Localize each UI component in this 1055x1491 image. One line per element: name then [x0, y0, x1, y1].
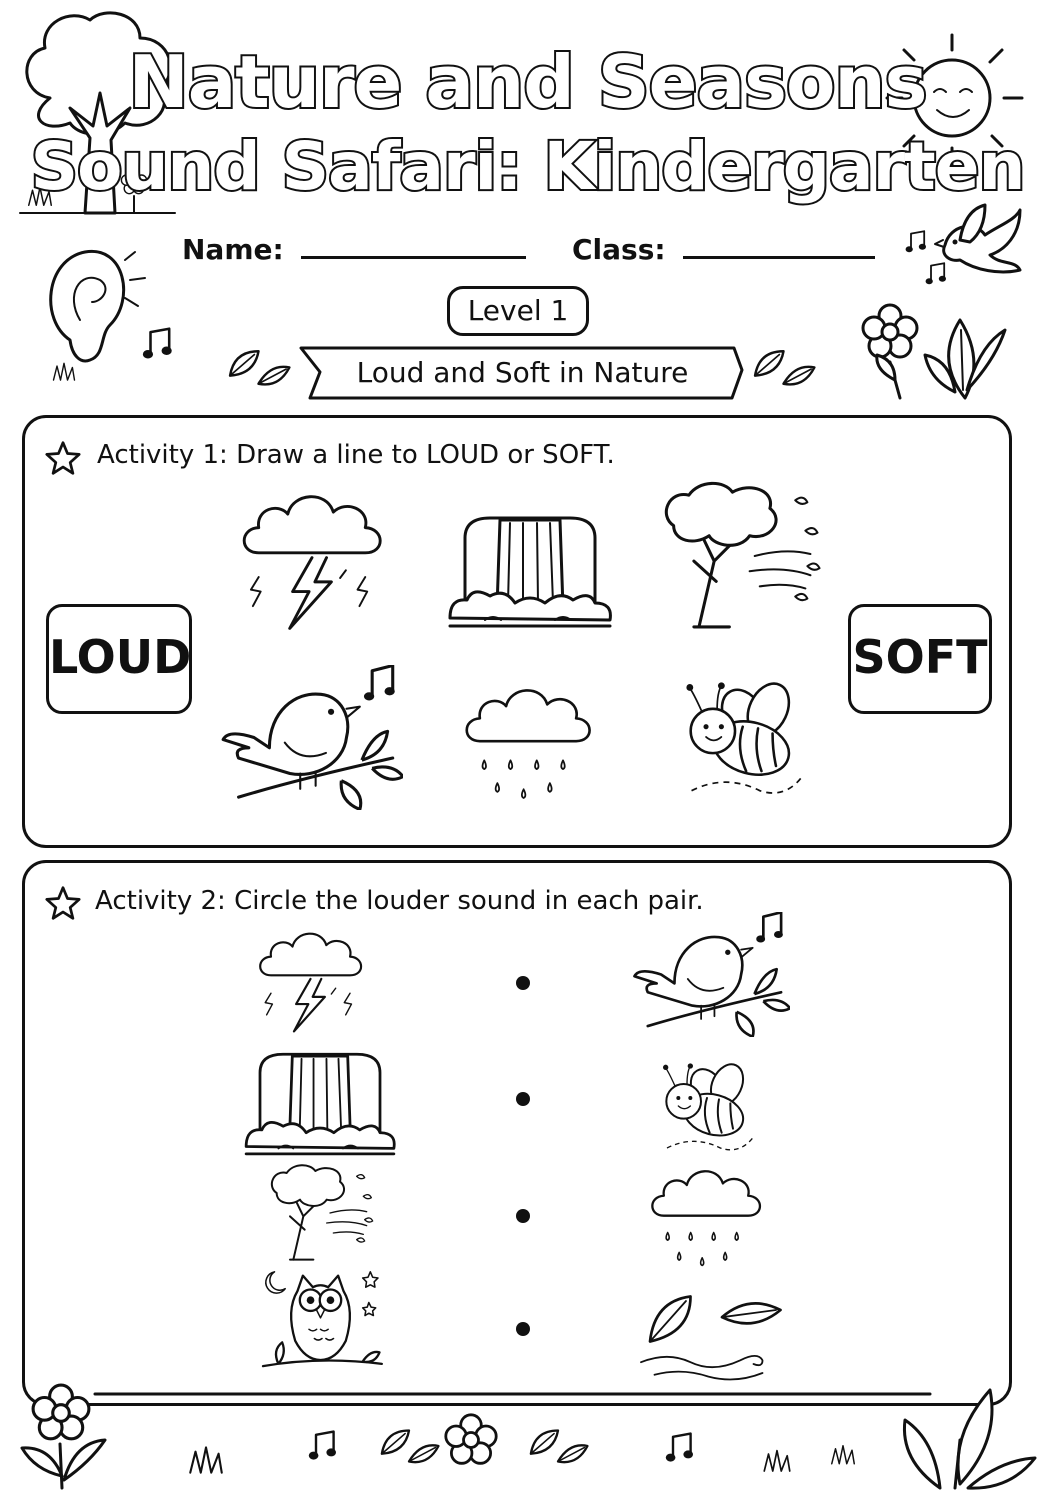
flying-bird-icon: [905, 200, 1025, 300]
ear-icon: [40, 240, 160, 390]
name-field: [182, 230, 526, 266]
name-label: Name:: [182, 233, 284, 266]
class-blank[interactable]: [683, 230, 875, 259]
class-label: Class:: [572, 233, 666, 266]
thunder-cloud-icon[interactable]: [248, 925, 373, 1040]
worksheet-title-line1: Nature and Seasons: [128, 40, 927, 124]
activity2-title: Activity 2: Circle the louder sound in each pair.: [95, 886, 704, 916]
pair-divider-dot: [516, 1092, 530, 1106]
rain-cloud-icon[interactable]: [458, 678, 598, 813]
level-badge: Level 1: [447, 286, 589, 336]
activity1-title: Activity 1: Draw a line to LOUD or SOFT.: [97, 440, 615, 470]
soft-box[interactable]: SOFT: [848, 604, 992, 714]
music-note-icon: [142, 327, 176, 361]
class-field: [572, 230, 875, 266]
owl-icon[interactable]: [238, 1268, 403, 1383]
singing-bird-icon[interactable]: [218, 665, 403, 810]
bee-icon[interactable]: [683, 672, 828, 807]
waterfall-icon[interactable]: [445, 508, 615, 638]
singing-bird-icon[interactable]: [630, 912, 790, 1037]
pair-divider-dot: [516, 1322, 530, 1336]
pair-divider-dot: [516, 976, 530, 990]
pair-divider-dot: [516, 1209, 530, 1223]
name-blank[interactable]: [301, 230, 526, 259]
flower-plant-icon: [855, 300, 1015, 400]
footer-decoration: [0, 1380, 1055, 1491]
falling-leaves-icon[interactable]: [628, 1292, 798, 1382]
thunder-cloud-icon[interactable]: [228, 485, 396, 640]
worksheet-title-line2: Sound Safari: Kindergarten: [30, 128, 1025, 205]
star-icon: [45, 885, 81, 921]
loud-box[interactable]: LOUD: [46, 604, 192, 714]
waterfall-icon[interactable]: [240, 1045, 400, 1165]
topic-title: Loud and Soft in Nature: [356, 356, 689, 389]
bee-icon[interactable]: [637, 1058, 797, 1158]
star-icon: [45, 440, 81, 476]
rain-cloud-icon[interactable]: [642, 1162, 770, 1277]
windy-tree-icon[interactable]: [652, 480, 827, 632]
windy-tree-icon[interactable]: [235, 1163, 405, 1263]
